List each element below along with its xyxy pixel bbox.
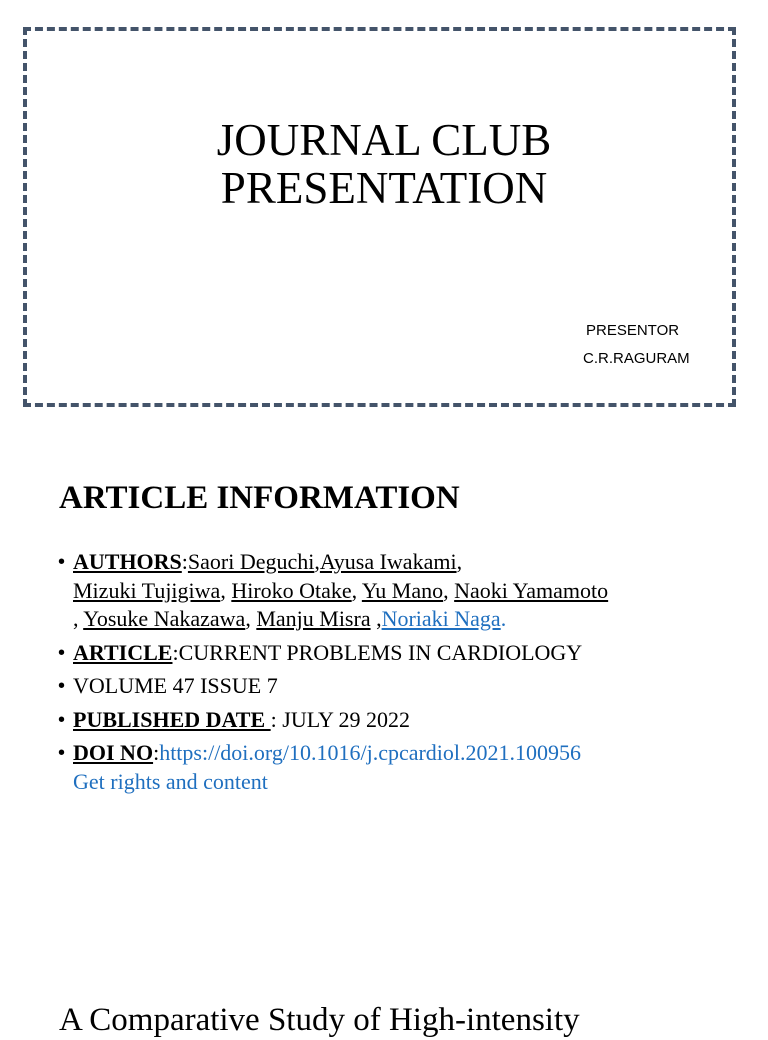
author-name: Manju Misra (256, 606, 371, 631)
author-name: Yosuke Nakazawa (83, 606, 246, 631)
presenter-block (583, 317, 690, 373)
published-item: • PUBLISHED DATE : JULY 29 2022 (58, 706, 738, 735)
volume-item (58, 672, 738, 701)
title-line-2: PRESENTATION (220, 163, 548, 213)
doi-label: DOI NO (73, 740, 154, 765)
authors-label: AUTHORS (73, 549, 182, 574)
article-item: • ARTICLE:CURRENT PROBLEMS IN CARDIOLOGY (58, 639, 738, 668)
author-link[interactable]: Noriaki Naga (381, 606, 501, 631)
rights-link[interactable]: Get rights and content (73, 768, 268, 794)
article-info-slide (0, 432, 768, 1038)
doi-item: • DOI NO:https://doi.org/10.1016/j.cpcardiol.2021.100956 Get rights and content (58, 739, 738, 796)
author-name: Naoki Yamamoto (454, 577, 609, 603)
volume-value: VOLUME 47 ISSUE 7 (73, 673, 278, 698)
next-slide-title: A Comparative Study of High-intensity (59, 1002, 580, 1038)
author-name: Saori Deguchi (187, 549, 315, 574)
title-line-1: JOURNAL CLUB (216, 115, 552, 165)
title-slide (0, 0, 768, 432)
author-name: Yu Mano (361, 577, 444, 603)
article-label: ARTICLE (73, 639, 173, 665)
article-value: CURRENT PROBLEMS IN CARDIOLOGY (178, 639, 583, 665)
presenter-label: PRESENTOR (586, 322, 680, 339)
article-info-heading: ARTICLE INFORMATION (59, 480, 460, 516)
author-name: Ayusa Iwakami (319, 549, 457, 574)
authors-item: • AUTHORS:Saori Deguchi,Ayusa Iwakami, Mizuki Tujigiwa, Hiroko Otake, Yu Mano, Naoki Yamamoto , Yosuke Nakazawa, Manju Misra ,Noriaki Naga. (58, 548, 738, 634)
author-name: Hiroko Otake (231, 577, 352, 603)
author-name: Mizuki Tujigiwa (73, 577, 221, 603)
presenter-name: C.R.RAGURAM (583, 350, 690, 367)
doi-link[interactable]: https://doi.org/10.1016/j.cpcardiol.2021.100956 (159, 740, 582, 765)
published-value: JULY 29 2022 (276, 706, 411, 732)
presentation-title (0, 116, 768, 212)
published-label: PUBLISHED DATE (73, 706, 271, 732)
article-info-list (58, 548, 738, 801)
